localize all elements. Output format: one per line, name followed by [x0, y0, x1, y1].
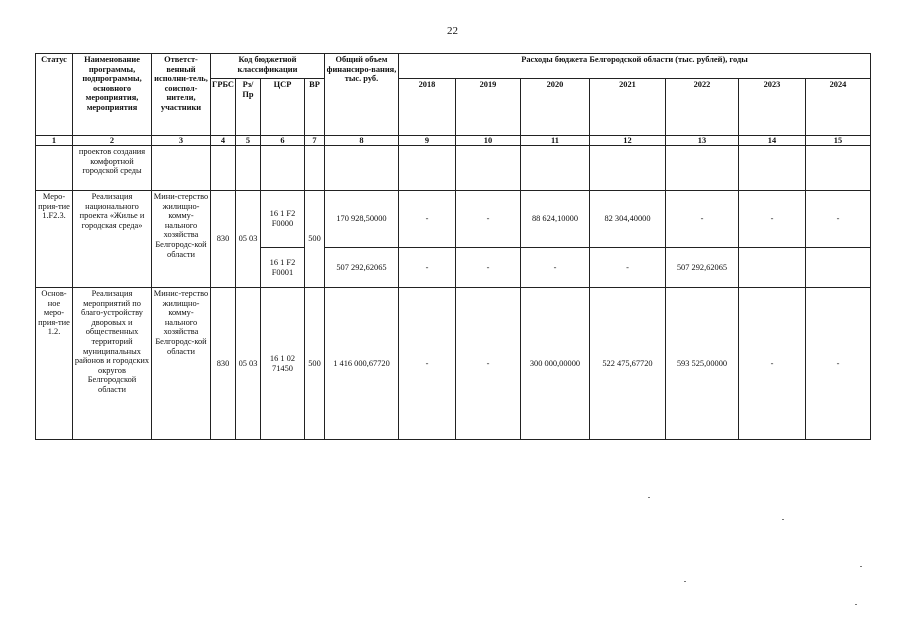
row-12-rzpr: 05 03: [235, 288, 260, 440]
row-12-total: 1 416 000,67720: [324, 288, 398, 440]
col-number: 8: [324, 136, 398, 146]
row-f23-2021-2: -: [589, 248, 665, 288]
header-year-2024: 2024: [805, 79, 870, 136]
col-number: 3: [152, 136, 211, 146]
row-12-2018: -: [398, 288, 455, 440]
row-12-status: Основ-ное меро-прия-тие 1.2.: [36, 288, 73, 440]
table-row: [36, 191, 871, 248]
col-number: 2: [73, 136, 152, 146]
row-f23-2020-2: -: [520, 248, 589, 288]
header-name: Наименование программы, подпрограммы, основного мероприятия, мероприятия: [73, 54, 152, 136]
header-expenses: Расходы бюджета Белгородской области (тыс. рублей), годы: [398, 54, 870, 79]
budget-table: [35, 53, 871, 440]
row-12-2020: 300 000,00000: [520, 288, 589, 440]
row-f23-name: Реализация национального проекта «Жилье и городская среда»: [73, 191, 152, 288]
row-f23-2021-1: 82 304,40000: [589, 191, 665, 248]
row-12-2023: -: [738, 288, 805, 440]
scan-speck: [860, 566, 862, 567]
header-total: Общий объем финансиро-вания, тыс. руб.: [324, 54, 398, 136]
row-f23-grbs: 830: [211, 191, 236, 288]
row-f23-2024-1: -: [805, 191, 870, 248]
header-budget-code: Код бюджетной классификации: [211, 54, 325, 79]
scan-speck: [684, 581, 686, 582]
header-responsible: Ответст-венный исполни-тель, соиспол-нители, участники: [152, 54, 211, 136]
header-year-2019: 2019: [455, 79, 520, 136]
row-12-name: Реализация мероприятий по благо-устройству дворовых и общественных территорий муниципальных районов и городских округов Белгородской области: [73, 288, 152, 440]
row-f23-vr: 500: [304, 191, 324, 288]
col-number: 12: [589, 136, 665, 146]
row-cont-name: проектов создания комфортной городской среды: [73, 146, 152, 191]
row-f23-csr-1: 16 1 F2 F0000: [260, 191, 304, 248]
col-number: 14: [738, 136, 805, 146]
row-f23-2024-2: [805, 248, 870, 288]
header-year-2020: 2020: [520, 79, 589, 136]
header-year-2022: 2022: [665, 79, 738, 136]
header-rzpr: Рз/ Пр: [235, 79, 260, 136]
row-f23-status: Меро-прия-тие 1.F2.3.: [36, 191, 73, 288]
header-vr: ВР: [304, 79, 324, 136]
col-number: 13: [665, 136, 738, 146]
header-csr: ЦСР: [260, 79, 304, 136]
row-12-grbs: 830: [211, 288, 236, 440]
table-row: [36, 146, 871, 191]
col-number: 6: [260, 136, 304, 146]
row-12-2019: -: [455, 288, 520, 440]
col-number: 9: [398, 136, 455, 146]
row-f23-2018-1: -: [398, 191, 455, 248]
header-year-2018: 2018: [398, 79, 455, 136]
col-number: 10: [455, 136, 520, 146]
scan-speck: [855, 604, 857, 605]
row-12-csr: 16 1 02 71450: [260, 288, 304, 440]
row-f23-2019-2: -: [455, 248, 520, 288]
scan-speck: [782, 519, 784, 520]
column-number-row: [36, 136, 871, 146]
row-f23-2020-1: 88 624,10000: [520, 191, 589, 248]
row-12-2021: 522 475,67720: [589, 288, 665, 440]
row-f23-csr-2: 16 1 F2 F0001: [260, 248, 304, 288]
col-number: 15: [805, 136, 870, 146]
row-f23-2018-2: -: [398, 248, 455, 288]
col-number: 7: [304, 136, 324, 146]
col-number: 1: [36, 136, 73, 146]
row-12-2022: 593 525,00000: [665, 288, 738, 440]
table-row: [36, 288, 871, 440]
page-number: 22: [447, 25, 458, 37]
row-f23-total-2: 507 292,62065: [324, 248, 398, 288]
row-12-responsible: Минис-терство жилищно-комму-нального хозяйства Белгородс-кой области: [152, 288, 211, 440]
row-f23-2022-1: -: [665, 191, 738, 248]
row-f23-2019-1: -: [455, 191, 520, 248]
header-year-2021: 2021: [589, 79, 665, 136]
row-12-2024: -: [805, 288, 870, 440]
row-f23-2022-2: 507 292,62065: [665, 248, 738, 288]
row-f23-rzpr: 05 03: [235, 191, 260, 288]
row-f23-responsible: Мини-стерство жилищно-комму-нального хозяйства Белгородс-кой области: [152, 191, 211, 288]
header-year-2023: 2023: [738, 79, 805, 136]
row-f23-total-1: 170 928,50000: [324, 191, 398, 248]
header-status: Статус: [36, 54, 73, 136]
scan-speck: [648, 497, 650, 498]
row-f23-2023-1: -: [738, 191, 805, 248]
header-grbs: ГРБС: [211, 79, 236, 136]
col-number: 11: [520, 136, 589, 146]
col-number: 4: [211, 136, 236, 146]
row-f23-2023-2: [738, 248, 805, 288]
col-number: 5: [235, 136, 260, 146]
row-12-vr: 500: [304, 288, 324, 440]
